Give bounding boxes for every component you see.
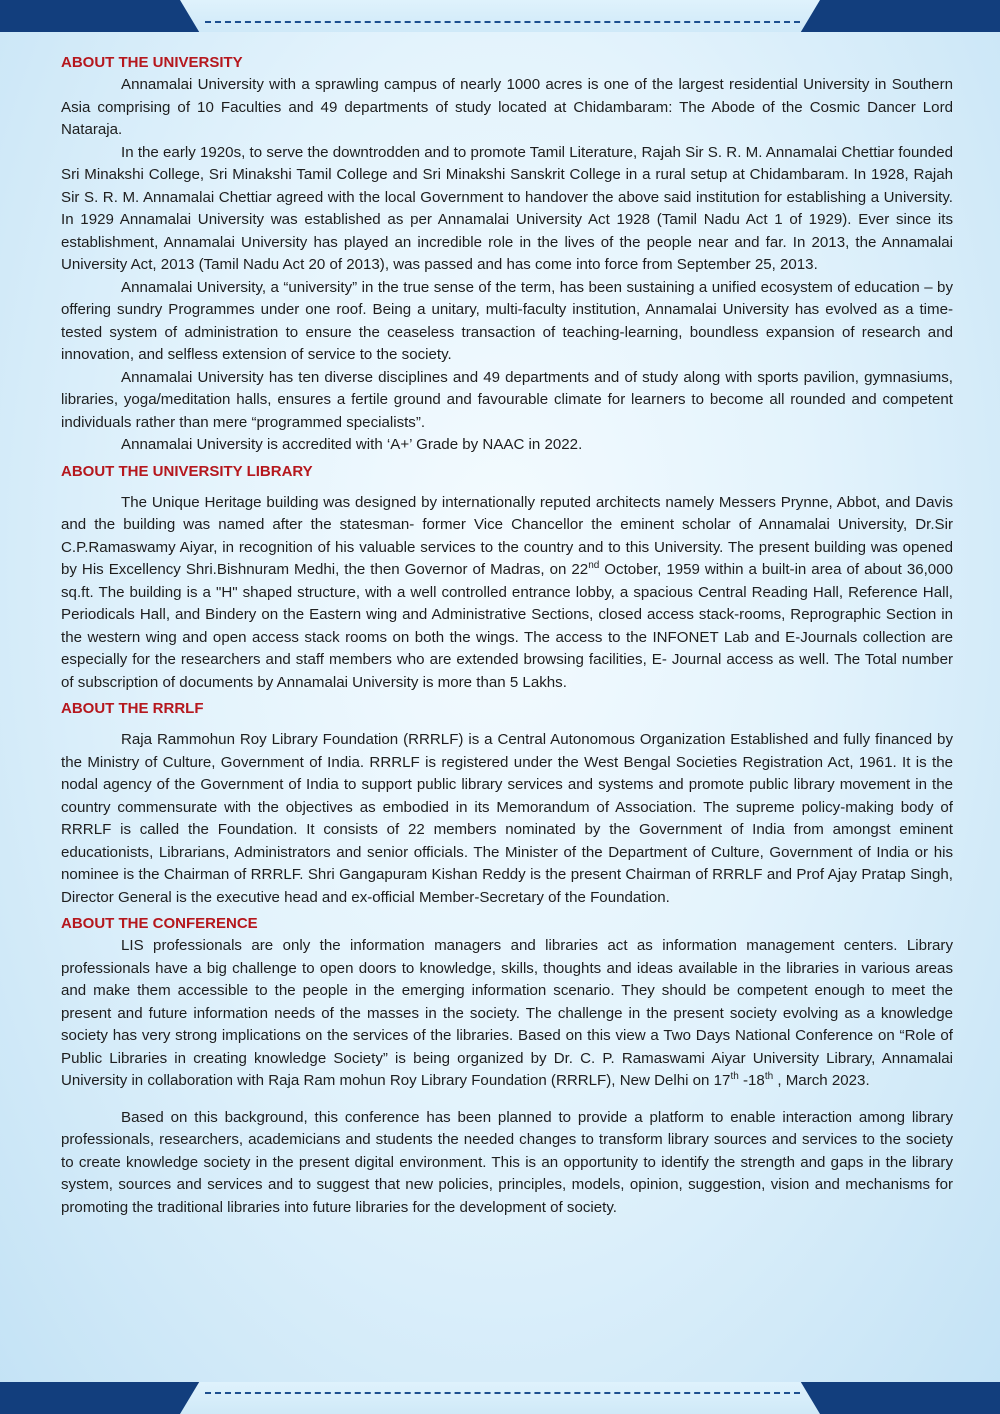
conference-text-part-3: , March 2023.	[773, 1072, 870, 1089]
conference-paragraph-2: Based on this background, this conference has been planned to provide a platform to enable interaction among library professionals, researchers, academicians and students the needed changes to transform library sources and services to the society to create knowledge society in the present digital environment. This is an opportunity to identify the strength and gaps in the library system, sources and services and to suggest that new policies, principles, models, opinion, suggestion, vision and mechanisms for promoting the traditional libraries into future libraries for the development of society.	[61, 1108, 953, 1216]
heading-about-university: ABOUT THE UNIVERSITY	[61, 54, 243, 71]
section-about-library	[61, 461, 953, 695]
heading-about-rrrlf: ABOUT THE RRRLF	[61, 700, 204, 717]
university-paragraph-1: Annamalai University with a sprawling campus of nearly 1000 acres is one of the largest residential University in Southern Asia comprising of 10 Faculties and 49 departments of study located at Chidambaram: The Abode of the Cosmic Dancer Lord Nataraja.	[61, 76, 953, 138]
heading-about-library: ABOUT THE UNIVERSITY LIBRARY	[61, 462, 313, 480]
section-about-university	[61, 52, 953, 457]
library-paragraph-1	[61, 492, 953, 695]
section-about-rrrlf	[61, 698, 953, 909]
library-ordinal-superscript: nd	[588, 559, 600, 571]
top-dashed-divider	[205, 21, 800, 23]
university-paragraph-4: Annamalai University has ten diverse disciplines and 49 departments and of study along with sports pavilion, gymnasiums, libraries, yoga/meditation halls, ensures a fertile ground and favourable climate for learners to become all rounded and competent individuals rather than mere “programmed specialists”.	[61, 368, 953, 431]
section-about-conference	[61, 913, 953, 1219]
university-paragraph-5: Annamalai University is accredited with ‘A+’ Grade by NAAC in 2022.	[121, 436, 583, 453]
library-text-part-2: October, 1959 within a built-in area of about 36,000 sq.ft. The building is a "H" shaped structure, with a well controlled entrance lobby, a spacious Central Reading Hall, Reference Hall, Periodicals Hall, and Bindery on the Eastern wing and Administrative Sections, closed access stack-rooms, Reprographic Section in the western wing and open access stack rooms on both the wings. The access to the INFONET Lab and E-Journals collection are especially for the researchers and staff members who are extended browsing facilities, E- Journal access as well. The Total number of subscription of documents by Annamalai University is more than 5 Lakhs.	[61, 561, 953, 691]
conference-paragraph-1	[61, 935, 953, 1093]
university-paragraph-3: Annamalai University, a “university” in the true sense of the term, has been sustaining a unified ecosystem of education – by offering sundry Programmes under one roof. Being a unitary, multi-faculty institution, Annamalai University has evolved as a time-tested system of administration to ensure the ceaseless transaction of teaching-learning, boundless expansion of research and innovation, and selfless extension of service to the society.	[61, 278, 953, 363]
conference-ordinal-superscript-1: th	[730, 1070, 739, 1082]
conference-text-part-1: LIS professionals are only the information managers and libraries act as information management centers. Library professionals have a big challenge to open doors to knowledge, skills, thoughts and ideas available in the libraries in various areas and make them accessible to the people in the emerging information scenario. They should be competent enough to meet the present and future information needs of the masses in the society. The challenge in the present society evolving as a knowledge society has very strong implications on the services of the libraries. Based on this view a Two Days National Conference on “Role of Public Libraries in creating knowledge Society” is being organized by Dr. C. P. Ramaswami Aiyar University Library, Annamalai University in collaboration with Raja Ram mohun Roy Library Foundation (RRRLF), New Delhi on 17	[61, 937, 953, 1089]
library-text-part-1: The Unique Heritage building was designed by internationally reputed architects namely Messers Prynne, Abbot, and Davis and the building was named after the statesman- former Vice Chancellor the eminent scholar of Annamalai University, Dr.Sir C.P.Ramaswamy Aiyar, in recognition of his valuable services to the country and to this University. The present building was opened by His Excellency Shri.Bishnuram Medhi, the then Governor of Madras, on 22	[61, 493, 953, 578]
conference-ordinal-superscript-2: th	[764, 1070, 774, 1082]
bottom-banner-tab	[180, 1382, 820, 1414]
document-body	[61, 52, 953, 1219]
heading-about-conference: ABOUT THE CONFERENCE	[61, 915, 258, 932]
university-paragraph-2: In the early 1920s, to serve the downtrodden and to promote Tamil Literature, Rajah Sir S. R. M. Annamalai Chettiar founded Sri Minakshi College, Sri Minakshi Tamil College and Sri Minakshi Sanskrit College in a rural setup at Chidambaram. In 1928, Rajah Sir S. R. M. Annamalai Chettiar agreed with the local Government to handover the above said institution for establishing a University. In 1929 Annamalai University was established as per Annamalai University Act 1928 (Tamil Nadu Act 1 of 1929). Ever since its establishment, Annamalai University has played an incredible role in the lives of the people near and far. In 2013, the Annamalai University Act, 2013 (Tamil Nadu Act 20 of 2013), was passed and has come into force from September 25, 2013.	[61, 143, 953, 273]
rrrlf-paragraph-1: Raja Rammohun Roy Library Foundation (RRRLF) is a Central Autonomous Organization Established and fully financed by the Ministry of Culture, Government of India. RRRLF is registered under the West Bengal Societies Registration Act, 1961. It is the nodal agency of the Government of India to support public library services and systems and promote public library movement in the country commensurate with the objectives as embodied in its Memorandum of Association. The supreme policy-making body of RRRLF is called the Foundation. It consists of 22 members nominated by the Government of India from amongst eminent educationists, Librarians, Administrators and senior officials. The Minister of the Department of Culture, Government of India or his nominee is the Chairman of RRRLF. Shri Gangapuram Kishan Reddy is the present Chairman of RRRLF and Prof Ajay Pratap Singh, Director General is the executive head and ex-official Member-Secretary of the Foundation.	[61, 731, 953, 906]
conference-text-part-2: -18	[738, 1072, 765, 1089]
bottom-dashed-divider	[205, 1392, 800, 1394]
top-banner-tab	[180, 0, 820, 32]
